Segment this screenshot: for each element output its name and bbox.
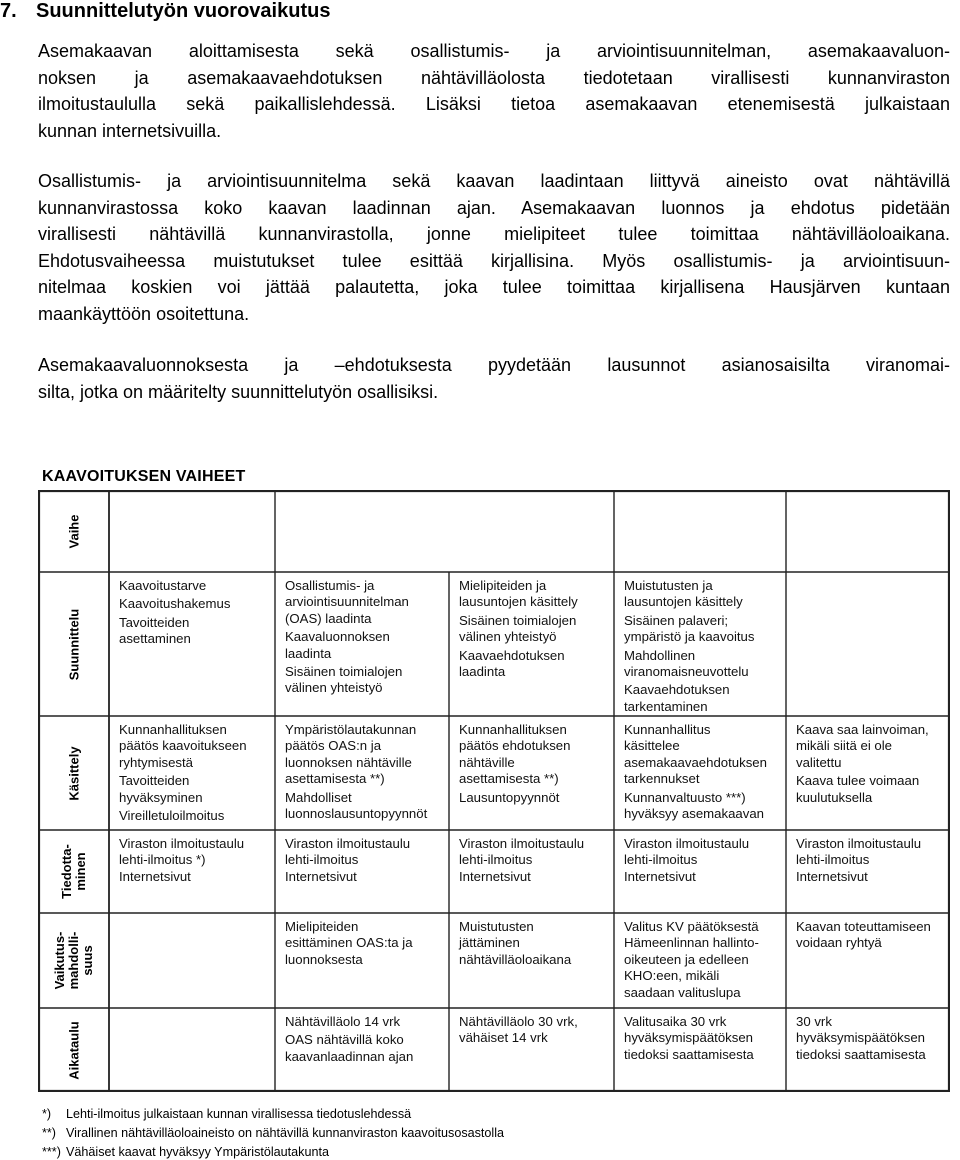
cell-item: OAS nähtävillä koko kaavanlaadinnan ajan (285, 1032, 414, 1064)
row-label: Suunnittelu (65, 608, 81, 680)
cell-item: Kunnanhallituksen päätös kaavoitukseen ryhtymisestä (119, 722, 247, 770)
cell-item: Kaavaehdotuksen laadinta (459, 647, 565, 680)
footnote-mark: *) (42, 1107, 52, 1121)
footnote-mark: ***) (42, 1145, 61, 1159)
cell-item: Viraston ilmoitustaulu lehti-ilmoitus Internetsivut (459, 836, 585, 884)
paragraph-line: nitelmaa koskien voi jättää palautetta, joka tulee toimittaa kirjallisena Hausjärven kuntaan (38, 277, 950, 297)
paragraph-line: silta, jotka on määritelty suunnittelutyön osallisiksi. (38, 381, 439, 402)
table-cell (459, 919, 571, 968)
cell-item: Sisäinen toimialojen välinen yhteistyö (459, 612, 577, 645)
table-cell (119, 722, 247, 824)
cell-item: 30 vrk hyväksymispäätöksen tiedoksi saattamisesta (796, 1014, 926, 1062)
table-cell (796, 722, 929, 806)
cell-item: Vireilletuloilmoitus (119, 808, 225, 824)
table-cell (796, 919, 931, 952)
table-cell (459, 578, 578, 680)
row-label: Tiedotta- minen (58, 844, 88, 899)
cell-item: Valitusaika 30 vrk hyväksymispäätöksen tiedoksi saattamisesta (624, 1014, 754, 1062)
footnote-text: Virallinen nähtävilläoloaineisto on nähtävillä kunnanviraston kaavoitusosastolla (66, 1126, 505, 1140)
table-cell (624, 919, 759, 1001)
paragraph-line: virallisesti nähtävillä kunnanvirastolla, jonne mielipiteet tulee toimittaa nähtävilläoloaikana. (38, 224, 950, 244)
cell-item: Kaavaluonnoksen laadinta (285, 629, 390, 661)
paragraph-line: Asemakaavan aloittamisesta sekä osallistumis- ja arviointisuunnitelman, asemakaavaluon- (38, 41, 950, 61)
cell-item: Sisäinen toimialojen välinen yhteistyö (285, 664, 403, 696)
cell-item: Muistutusten jättäminen nähtävilläoloaikana (459, 919, 572, 967)
table-cell (624, 836, 749, 885)
cell-item: Kunnanvaltuusto ***) hyväksyy asemakaavan (624, 789, 765, 822)
footnote-text: Lehti-ilmoitus julkaistaan kunnan virallisessa tiedotuslehdessä (66, 1107, 412, 1121)
footnote-text: Vähäiset kaavat hyväksyy Ympäristölautakunta (66, 1145, 329, 1159)
cell-item: Muistutusten ja lausuntojen käsittely (624, 578, 743, 610)
cell-item: Mahdollinen viranomaisneuvottelu (624, 647, 749, 680)
table-cell (285, 578, 409, 697)
cell-item: Kaavoitushakemus (119, 596, 231, 612)
paragraph-announcement (38, 38, 950, 144)
cell-item: Viraston ilmoitustaulu lehti-ilmoitus *) Internetsivut (119, 836, 245, 884)
cell-item: Kunnanhallitus käsittelee asemakaavaehdotuksen tarkennukset (624, 722, 767, 787)
paragraph-line: kunnan internetsivuilla. (38, 120, 222, 141)
table-cell (285, 836, 410, 885)
cell-item: Mielipiteiden ja lausuntojen käsittely (459, 578, 578, 610)
footnote (42, 1126, 504, 1140)
table-cell (624, 1014, 754, 1063)
table-cell (624, 578, 754, 715)
paragraph-statements (38, 352, 950, 405)
cell-item: Viraston ilmoitustaulu lehti-ilmoitus Internetsivut (624, 836, 750, 884)
row-label: Aikataulu (65, 1020, 81, 1080)
cell-item: Tavoitteiden hyväksyminen (119, 773, 203, 805)
cell-item: Viraston ilmoitustaulu lehti-ilmoitus Internetsivut (285, 836, 411, 884)
footnote-mark: **) (42, 1126, 56, 1140)
planning-phases-table (38, 490, 950, 1092)
cell-item: Kaava tulee voimaan kuulutuksella (796, 773, 920, 805)
table-cell (624, 722, 767, 822)
table-cell (459, 836, 584, 885)
phase-row-header: Vaihe (65, 514, 81, 548)
cell-item: Viraston ilmoitustaulu lehti-ilmoitus Internetsivut (796, 836, 922, 884)
cell-item: Valitus KV päätöksestä Hämeenlinnan hallinto- oikeuteen ja edelleen KHO:een, mikäli saadaan valituslupa (624, 919, 759, 1000)
section-heading (0, 0, 330, 23)
paragraph-line: maankäyttöön osoitettuna. (38, 303, 250, 324)
cell-item: Tavoitteiden asettaminen (119, 614, 191, 647)
cell-item: Kaavan toteuttamiseen voidaan ryhtyä (796, 919, 931, 951)
footnote (42, 1145, 329, 1159)
cell-item: Kaava saa lainvoiman, mikäli siitä ei ole valitettu (796, 722, 929, 770)
section-title: Suunnittelutyön vuorovaikutus (36, 0, 331, 22)
table-cell (119, 578, 230, 648)
footnote (42, 1107, 411, 1121)
table-cell (459, 722, 570, 806)
table-cell (796, 1014, 926, 1063)
cell-item: Kaavoitustarve (119, 578, 207, 593)
table-cell (119, 836, 244, 885)
row-label: Käsittely (65, 745, 81, 801)
diagram-title: KAAVOITUKSEN VAIHEET (42, 468, 246, 485)
cell-item: Osallistumis- ja arviointisuunnitelman (OAS) laadinta (285, 578, 409, 626)
cell-item: Lausuntopyynnöt (459, 789, 560, 805)
paragraph-line: Asemakaavaluonnoksesta ja –ehdotuksesta pyydetään lausunnot asianosaisilta viranomai- (38, 355, 950, 375)
paragraph-line: Osallistumis- ja arviointisuunnitelma sekä kaavan laadintaan liittyvä aineisto ovat nähtävillä (38, 171, 950, 191)
cell-item: Kaavaehdotuksen tarkentaminen (624, 682, 730, 714)
cell-item: Sisäinen palaveri; ympäristö ja kaavoitus (624, 612, 755, 645)
table-cell (285, 919, 413, 968)
cell-item: Mahdolliset luonnoslausuntopyynnöt (285, 789, 428, 822)
row-label: Vaikutus- mahdolli- suus (51, 931, 95, 990)
table-cell (285, 1014, 413, 1065)
table-cell (796, 836, 921, 885)
paragraph-line: ilmoitustaululla sekä paikallislehdessä. Lisäksi tietoa asemakaavan etenemisestä julkaistaan (38, 94, 950, 114)
cell-item: Nähtävilläolo 30 vrk, vähäiset 14 vrk (459, 1014, 578, 1046)
cell-item: Mielipiteiden esittäminen OAS:ta ja luonnoksesta (285, 919, 413, 967)
cell-item: Kunnanhallituksen päätös ehdotuksen nähtäville asettamisesta **) (459, 722, 571, 787)
paragraph-materials (38, 168, 950, 327)
paragraph-line: noksen ja asemakaavaehdotuksen nähtävilläolosta tiedotetaan virallisesti kunnanviraston (38, 67, 950, 88)
section-number: 7. (0, 0, 17, 22)
table-cell (285, 722, 427, 822)
cell-item: Nähtävilläolo 14 vrk (285, 1014, 401, 1029)
paragraph-line: Ehdotusvaiheessa muistutukset tulee esittää kirjallisina. Myös osallistumis- ja arviointisuun- (38, 250, 950, 271)
table-cell (459, 1014, 578, 1047)
cell-item: Ympäristölautakunnan päätös OAS:n ja luonnoksen nähtäville asettamisesta **) (285, 722, 417, 787)
paragraph-line: kunnanvirastossa koko kaavan laadinnan ajan. Asemakaavan luonnos ja ehdotus pidetään (38, 197, 950, 218)
